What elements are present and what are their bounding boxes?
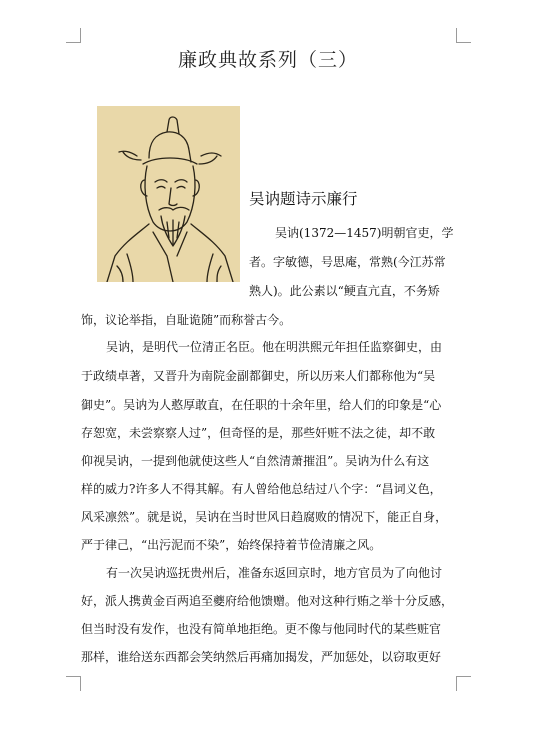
crop-mark-bottom-right [456,676,471,691]
para1-line-6: 样的威力?许多人不得其解。有人曾给他总结过八个字：“昌词义色， [81,482,442,496]
crop-mark-top-left [66,28,81,43]
para1-line-8: 严于律己，“出污泥而不染”，始终保持着节俭清廉之风。 [81,538,382,552]
para1-line-7: 风采凛然”。就是说，吴讷在当时世风日趋腐败的情况下，能正自身， [81,510,448,524]
crop-mark-bottom-left [66,676,81,691]
crop-mark-top-right [456,28,471,43]
intro-line-2: 者。字敏德，号思庵，常熟(今江苏常 [249,255,446,269]
para1-line-3: 御史”。吴讷为人憨厚敢直，在任职的十余年里，给人们的印象是“心 [81,398,442,412]
portrait-drawing [97,106,240,282]
para2-line-3: 但当时没有发作，也没有简单地拒绝。更不像与他同时代的某些赃官 [81,622,442,636]
intro-line-1: 吴讷(1372—1457)明朝官吏，学 [275,226,454,240]
para2-line-1: 有一次吴讷巡抚贵州后，准备东返回京时，地方官员为了向他讨 [106,566,443,580]
para1-line-4: 存恕宽，未尝察察人过”，但奇怪的是，那些奸赃不法之徒，却不敢 [81,426,436,440]
para1-line-2: 于政绩卓著，又晋升为南院金副都御史，所以历来人们都称他为“吴 [81,369,436,383]
page-title: 廉政典故系列（三） [177,49,358,71]
para1-line-1: 吴讷，是明代一位清正名臣。他在明洪熙元年担任监察御史，由 [106,340,443,354]
portrait-image [97,106,240,282]
intro-line-3: 熟人)。此公素以“鲠直亢直，不务矫 [249,284,440,298]
article-subtitle: 吴讷题诗示廉行 [249,190,358,208]
para2-line-4: 那样，谁给送东西都会笑纳然后再痛加揭发，严加惩处，以窃取更好 [81,650,442,664]
para1-line-5: 仰视吴讷，一提到他就使这些人“自然清萧摧沮”。吴讷为什么有这 [81,454,430,468]
para2-line-2: 好，派人携黄金百两追至夔府给他馈赠。他对这种行贿之举十分反感， [81,594,454,608]
intro-line-4: 饰，议论举指，自耻诡随”而称誉古今。 [81,313,292,327]
